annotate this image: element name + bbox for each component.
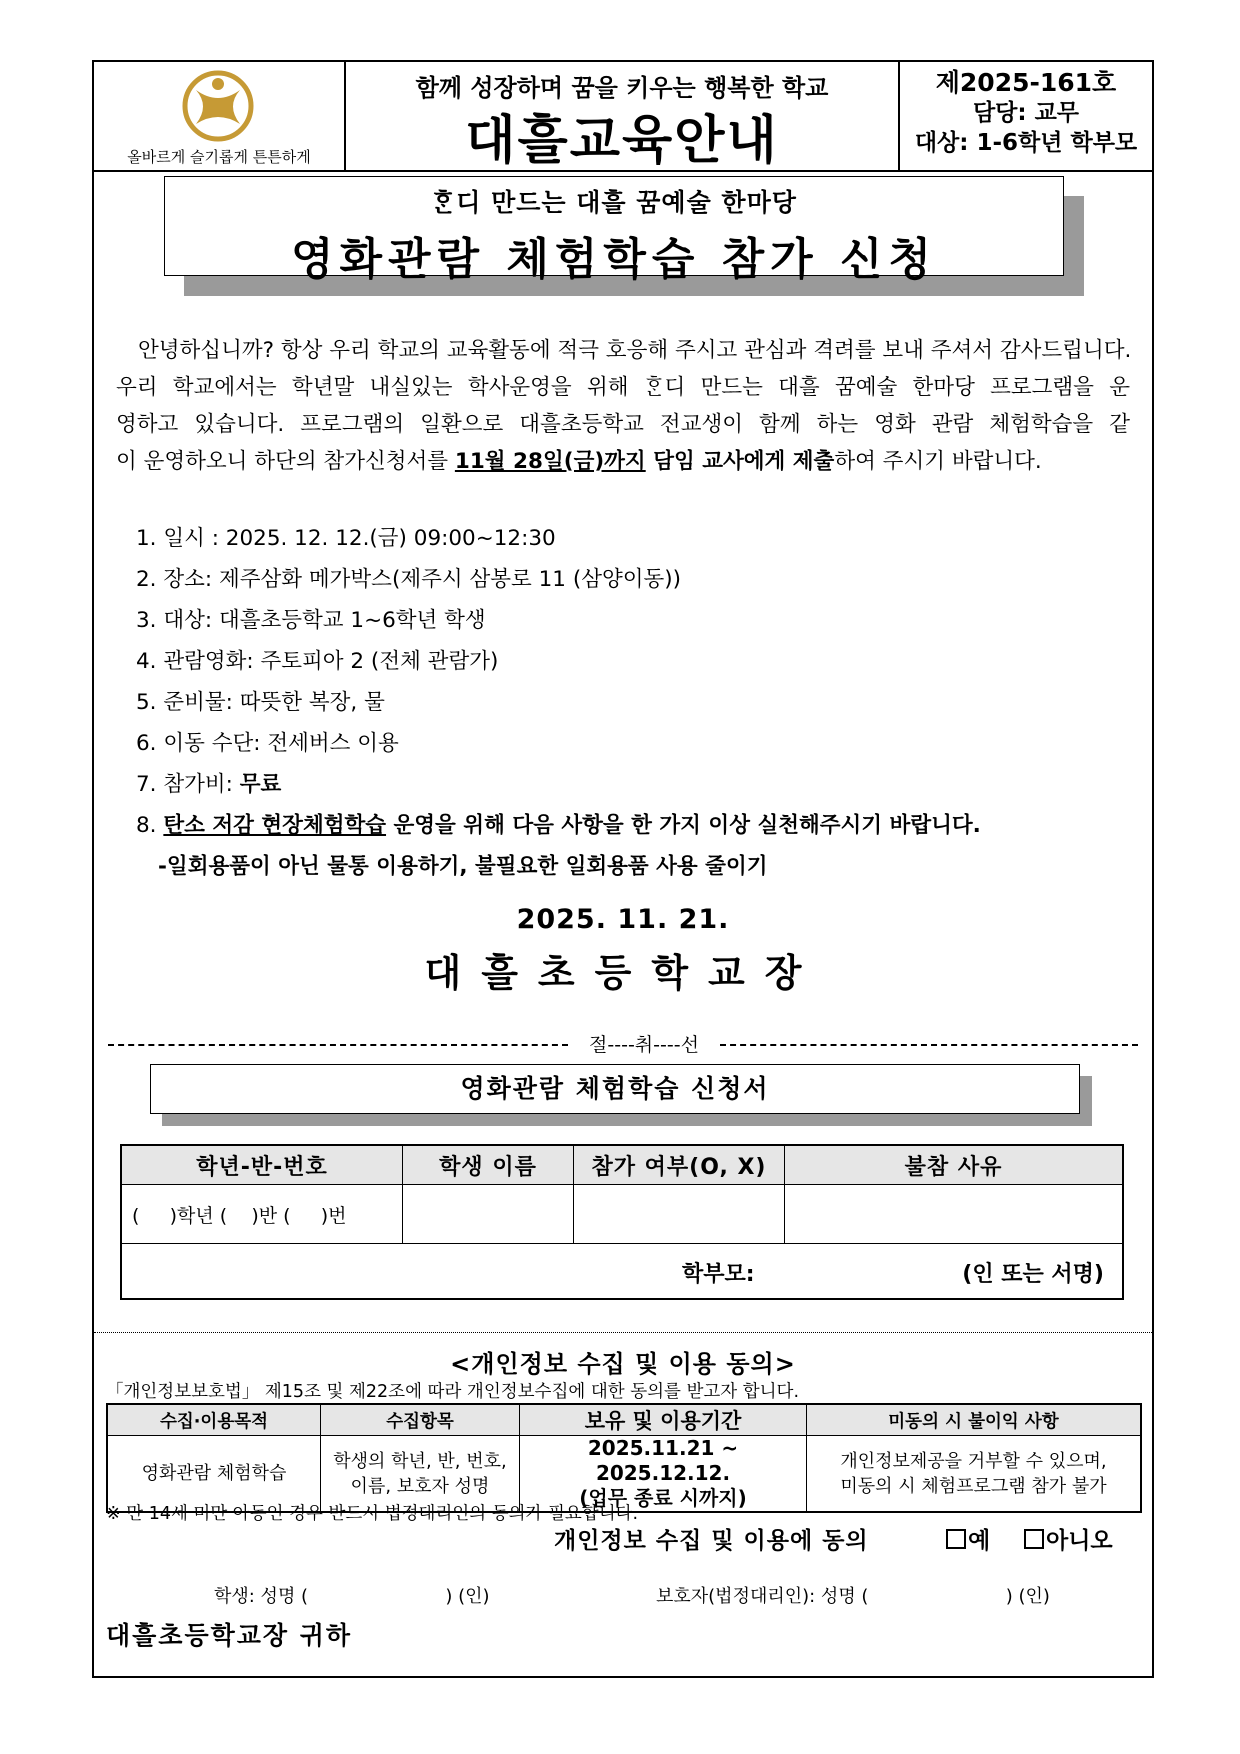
school-motto: 올바르게 슬기롭게 튼튼하게	[127, 148, 311, 166]
detail-fee	[136, 764, 1126, 805]
participation-field[interactable]	[574, 1185, 785, 1244]
parent-signature-field[interactable]	[121, 1244, 1123, 1300]
carbon-text: 운영을 위해 다음 사항을 한 가지 이상 실천해주시기 바랍니다.	[386, 813, 981, 838]
purpose-value: 영화관람 체험학습	[107, 1436, 321, 1513]
school-logo-cell	[94, 62, 346, 170]
detail-transport: 6. 이동 수단: 전세버스 이용	[136, 731, 399, 756]
detail-movie: 4. 관람영화: 주토피아 2 (전체 관람가)	[136, 649, 499, 674]
notice-page	[92, 60, 1154, 1678]
submit-to-teacher: 담임 교사에게 제출	[645, 449, 835, 474]
notice-date: 2025. 11. 21.	[516, 904, 730, 935]
consent-no-option[interactable]	[1024, 1522, 1113, 1555]
addressee: 대흘초등학교장 귀하	[106, 1621, 353, 1650]
intro-closing: 하여 주시기 바랍니다.	[834, 449, 1042, 474]
period-line-1: 2025.11.21 ~ 2025.12.12.	[587, 1436, 739, 1485]
consent-no-label: 아니오	[1046, 1528, 1113, 1554]
carbon-note: -일회용품이 아닌 물통 이용하기, 불필요한 일회용품 사용 줄이기	[158, 854, 768, 879]
application-header-row	[121, 1145, 1123, 1185]
target-audience: 대상: 1-6학년 학부모	[914, 130, 1138, 156]
consent-yes-label: 예	[968, 1528, 991, 1554]
items-line-2: 이름, 보호자 성명	[350, 1475, 490, 1497]
fee-label: 7. 참가비:	[136, 772, 240, 797]
intro-paragraph	[116, 332, 1130, 480]
event-details	[136, 518, 1126, 887]
school-emblem-icon	[182, 70, 254, 142]
consent-no-checkbox[interactable]	[1024, 1529, 1044, 1549]
col-grade-class-number: 학년-반-번호	[121, 1145, 403, 1185]
detail-supplies: 5. 준비물: 따뜻한 복장, 물	[136, 690, 385, 715]
application-entry-row	[121, 1185, 1123, 1244]
newsletter-title: 대흘교육안내	[465, 111, 779, 171]
cut-label: 절----취----선	[568, 1030, 720, 1057]
guardian-consent-note: ※ 만 14세 미만 아동인 경우 반드시 법정대리인의 동의가 필요합니다.	[106, 1504, 639, 1524]
col-participation: 참가 여부(O, X)	[574, 1145, 785, 1185]
signature-label: (인 또는 서명)	[962, 1262, 1104, 1287]
title-box	[164, 176, 1064, 285]
privacy-separator	[94, 1332, 1152, 1333]
parent-label: 학부모:	[682, 1262, 755, 1287]
document-number: 제2025-161호	[935, 68, 1117, 97]
cut-dash-left	[108, 1044, 568, 1046]
col-items: 수집항목	[321, 1404, 520, 1436]
event-subtitle: ᄒᆞᆫ디 만드는 대흘 꿈예술 한마당	[431, 188, 797, 217]
cut-dash-right	[720, 1044, 1138, 1046]
carbon-keyword: 탄소 저감 현장체험학습	[163, 813, 387, 838]
application-table	[120, 1144, 1124, 1300]
absence-reason-field[interactable]	[785, 1185, 1124, 1244]
detail-datetime: 1. 일시 : 2025. 12. 12.(금) 09:00~12:30	[136, 526, 556, 551]
application-title: 영화관람 체험학습 신청서	[150, 1064, 1080, 1114]
consent-yes-option[interactable]	[946, 1522, 990, 1555]
application-signature-row	[121, 1244, 1123, 1300]
privacy-header-row	[107, 1404, 1141, 1436]
fee-value: 무료	[239, 772, 282, 797]
intro-text: 이 운영하오니 하단의 참가신청서를	[116, 449, 455, 474]
privacy-law: 「개인정보보호법」 제15조 및 제22조에 따라 개인정보수집에 대한 동의를 받고자 합니다.	[106, 1382, 800, 1402]
guardian-signature-field[interactable]: 보호자(법정대리인): 성명 ( ) (인)	[656, 1586, 1050, 1607]
consent-yes-checkbox[interactable]	[946, 1529, 966, 1549]
detail-carbon	[136, 805, 1126, 846]
header	[94, 62, 1152, 172]
student-signature-field[interactable]: 학생: 성명 ( ) (인)	[214, 1586, 490, 1607]
carbon-number: 8.	[136, 813, 164, 838]
col-purpose: 수집·이용목적	[107, 1404, 321, 1436]
privacy-table	[106, 1403, 1142, 1513]
grade-class-number-field[interactable]: ( )학년 ( )반 ( )번	[121, 1185, 403, 1244]
principal-name: 대흘초등학교장	[424, 951, 822, 995]
student-name-field[interactable]	[403, 1185, 574, 1244]
col-penalty: 미동의 시 불이익 사항	[807, 1404, 1142, 1436]
col-period: 보유 및 이용기간	[520, 1404, 807, 1436]
deadline: 11월 28일(금)까지	[454, 449, 646, 474]
col-student-name: 학생 이름	[403, 1145, 574, 1185]
penalty-value	[807, 1436, 1142, 1513]
penalty-line-1: 개인정보제공을 거부할 수 있으며,	[840, 1450, 1107, 1472]
penalty-line-2: 미동의 시 체험프로그램 참가 불가	[840, 1475, 1107, 1497]
privacy-title: <개인정보 수집 및 이용 동의>	[450, 1350, 796, 1378]
consent-label: 개인정보 수집 및 이용에 동의	[554, 1528, 869, 1554]
period-line-2: (업무 종료 시까지)	[579, 1486, 747, 1510]
header-meta-cell	[900, 62, 1152, 170]
intro-line-4	[116, 443, 1130, 480]
intro-line-1: 안녕하십니까? 항상 우리 학교의 교육활동에 적극 호응해 주시고 관심과 격려를 보내 주셔서 감사드립니다.	[138, 338, 1132, 363]
detail-place: 2. 장소: 제주삼화 메가박스(제주시 삼봉로 11 (삼양이동))	[136, 567, 682, 592]
manager: 담당: 교무	[972, 100, 1080, 126]
intro-line-2: 우리 학교에서는 학년말 내실있는 학사운영을 위해 ᄒᆞᆫ디 만드는 대흘 꿈예술 한마당 프로그램을 운	[116, 375, 1130, 400]
intro-line-3: 영하고 있습니다. 프로그램의 일환으로 대흘초등학교 전교생이 함께 하는 영화 관람 체험학습을 같	[116, 412, 1130, 437]
header-title-cell	[346, 62, 900, 170]
col-absence-reason: 불참 사유	[785, 1145, 1124, 1185]
cut-line	[108, 1030, 1138, 1054]
school-slogan: 함께 성장하며 꿈을 키우는 행복한 학교	[415, 74, 829, 102]
items-line-1: 학생의 학년, 반, 번호,	[333, 1450, 507, 1472]
event-title: 영화관람 체험학습 참가 신청	[290, 234, 937, 285]
detail-target: 3. 대상: 대흘초등학교 1~6학년 학생	[136, 608, 486, 633]
